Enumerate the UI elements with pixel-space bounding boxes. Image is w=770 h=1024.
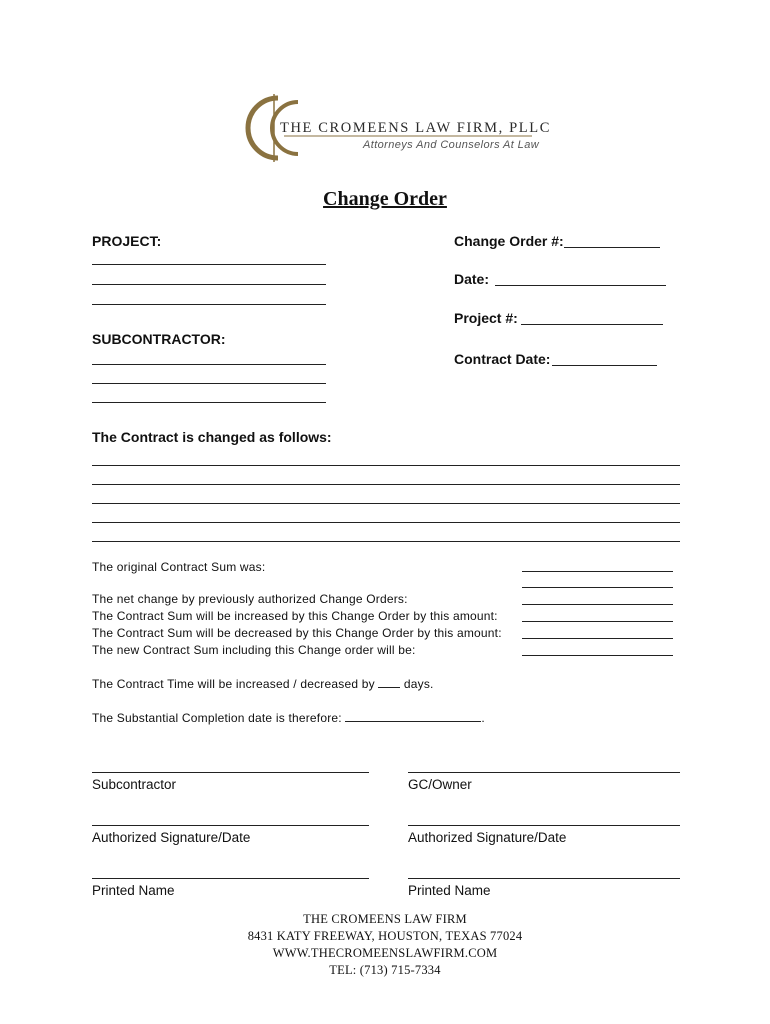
project-field-line-2[interactable] bbox=[92, 284, 326, 285]
project-number-field[interactable] bbox=[521, 324, 663, 325]
changes-line-5[interactable] bbox=[92, 541, 680, 542]
left-authorized-label: Authorized Signature/Date bbox=[92, 830, 251, 845]
firm-tagline: Attorneys And Counselors At Law bbox=[363, 139, 540, 151]
right-printed-name-label: Printed Name bbox=[408, 883, 491, 898]
left-printed-name-label: Printed Name bbox=[92, 883, 175, 898]
project-field-line-1[interactable] bbox=[92, 264, 326, 265]
left-printed-name-line[interactable] bbox=[92, 878, 369, 879]
subcontractor-field-line-1[interactable] bbox=[92, 364, 326, 365]
right-authorized-label: Authorized Signature/Date bbox=[408, 830, 567, 845]
new-sum-field[interactable] bbox=[522, 655, 673, 656]
footer-website: WWW.THECROMEENSLAWFIRM.COM bbox=[272, 946, 498, 960]
completion-row: The Substantial Completion date is therefore: . bbox=[92, 711, 485, 725]
project-number-label: Project #: bbox=[454, 310, 518, 326]
extra-sum-field[interactable] bbox=[522, 587, 673, 588]
date-label: Date: bbox=[454, 271, 490, 287]
gc-owner-signature-line[interactable] bbox=[408, 772, 680, 773]
left-authorized-signature-line[interactable] bbox=[92, 825, 369, 826]
original-sum-field[interactable] bbox=[522, 571, 673, 572]
changes-line-1[interactable] bbox=[92, 465, 680, 466]
change-order-number-label: Change Order #: bbox=[454, 233, 564, 249]
net-change-text: The net change by previously authorized Change Orders: bbox=[92, 592, 408, 606]
footer-address: 8431 KATY FREEWAY, HOUSTON, TEXAS 77024 bbox=[247, 929, 523, 943]
contract-time-days-label: days. bbox=[403, 677, 434, 691]
completion-text: The Substantial Completion date is therefore: bbox=[92, 711, 342, 725]
subcontractor-field-line-2[interactable] bbox=[92, 383, 326, 384]
gc-owner-label: GC/Owner bbox=[408, 777, 472, 792]
date-field[interactable] bbox=[495, 285, 666, 286]
contract-time-row bbox=[92, 677, 434, 691]
completion-date-field[interactable] bbox=[345, 711, 481, 722]
changes-line-4[interactable] bbox=[92, 522, 680, 523]
project-field-line-3[interactable] bbox=[92, 304, 326, 305]
contract-date-field[interactable] bbox=[552, 365, 657, 366]
contract-time-days-field[interactable] bbox=[378, 677, 400, 688]
footer-firm: THE CROMEENS LAW FIRM bbox=[303, 912, 467, 926]
page-title: Change Order bbox=[323, 188, 447, 210]
sum-increased-text: The Contract Sum will be increased by this Change Order by this amount: bbox=[92, 609, 498, 623]
net-change-field[interactable] bbox=[522, 604, 673, 605]
changes-line-3[interactable] bbox=[92, 503, 680, 504]
sum-decreased-field[interactable] bbox=[522, 638, 673, 639]
firm-name: THE CROMEENS LAW FIRM, PLLC bbox=[280, 120, 551, 136]
right-printed-name-line[interactable] bbox=[408, 878, 680, 879]
changes-line-2[interactable] bbox=[92, 484, 680, 485]
contract-time-text: The Contract Time will be increased / decreased by bbox=[92, 677, 375, 691]
subcontractor-label: SUBCONTRACTOR: bbox=[92, 331, 226, 347]
project-label: PROJECT: bbox=[92, 233, 162, 249]
sum-increased-field[interactable] bbox=[522, 621, 673, 622]
change-order-number-field[interactable] bbox=[564, 247, 660, 248]
subcontractor-signature-line[interactable] bbox=[92, 772, 369, 773]
new-sum-text: The new Contract Sum including this Change order will be: bbox=[92, 643, 416, 657]
contract-date-label: Contract Date: bbox=[454, 351, 551, 367]
right-authorized-signature-line[interactable] bbox=[408, 825, 680, 826]
subcontractor-field-line-3[interactable] bbox=[92, 402, 326, 403]
sum-decreased-text: The Contract Sum will be decreased by this Change Order by this amount: bbox=[92, 626, 502, 640]
footer-phone: TEL: (713) 715-7334 bbox=[329, 963, 441, 977]
subcontractor-label-bottom: Subcontractor bbox=[92, 777, 177, 792]
changes-heading: The Contract is changed as follows: bbox=[92, 429, 332, 445]
original-sum-text: The original Contract Sum was: bbox=[92, 560, 266, 574]
